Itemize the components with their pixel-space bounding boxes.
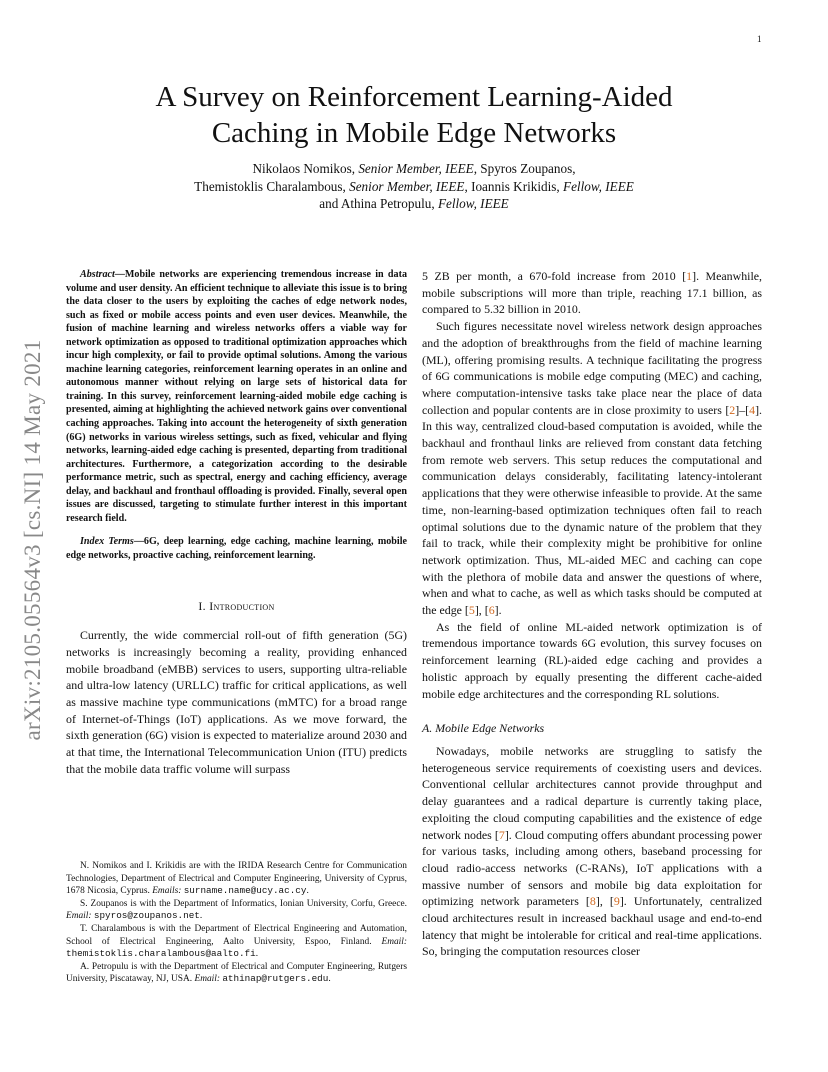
- body-text: Such figures necessitate novel wireless network design approaches and the adoption of breakthroughs from the field of machine learning (ML), offering promising results. A technique facilitating the progress of 6G communications is mobile edge computing (MEC) and caching, where computation-intensive tasks take place near the place of data collection and popular contents are in close proximity to users [: [422, 319, 762, 417]
- body-paragraph: [422, 268, 762, 318]
- body-paragraph: [422, 318, 762, 619]
- email-link[interactable]: surname.name@ucy.ac.cy: [183, 885, 307, 897]
- footnote-text: S. Zoupanos is with the Department of Informatics, Ionian University, Corfu, Greece.: [80, 898, 407, 909]
- body-text: ]–[: [735, 402, 750, 417]
- author-list: [80, 160, 748, 213]
- subsection-heading: A. Mobile Edge Networks: [422, 721, 545, 736]
- body-text: ], [: [474, 603, 489, 618]
- abstract-text: —Mobile networks are experiencing tremendous increase in data volume and user density. An efficient technique to alleviate this issue is to bring the data closer to the users by exploiting the caches of edge network nodes, such as fixed or mobile access points and even user devices. Meanwhile, the fusion of machine learning and wireless networks offers a viable way for network optimization as opposed to traditional optimization approaches which incur high complexity, or fail to provide optimal solutions. Among the various machine learning categories, reinforcement learning operates in an online and autonomous manner without relying on large sets of historical data for training. In this survey, reinforcement learning-aided mobile edge caching is presented, aiming at highlighting the achieved network gains over conventional caching approaches. Taking into account the heterogeneity of sixth generation (6G) networks in various wireless settings, such as fixed, vehicular and flying networks, learning-aided edge caching is presented, departing from traditional architectures. Furthermore, a categorization according to the desirable performance metric, such as spectral, energy and caching efficiency, average delay, and backhaul and fronthaul offloading is provided. Finally, several open issues are discussed, targeting to stimulate further interest in this important research field.: [66, 269, 407, 524]
- footnotes: [66, 860, 407, 986]
- left-column: [66, 268, 407, 778]
- footnote-label: Email:: [194, 974, 220, 985]
- footnote-text: T. Charalambous is with the Department of Electrical Engineering and Automation, School of Electrical Engineering, Aalto University, Espoo, Finland.: [66, 923, 407, 947]
- author-text: Nikolaos Nomikos,: [252, 161, 359, 176]
- citation-link[interactable]: 2: [729, 402, 736, 417]
- footnote: S. Zoupanos is with the Department of Informatics, Ionian University, Corfu, Greece. Email: spyros@zoupanos.net.: [66, 898, 407, 922]
- right-column: [422, 268, 762, 960]
- footnote-label: Email:: [381, 936, 407, 947]
- footnote-text: A. Petropulu is with the Department of Electrical and Computer Engineering, Rutgers University, Piscataway, NJ, USA.: [66, 961, 407, 985]
- citation-link[interactable]: 1: [686, 269, 693, 283]
- body-text: ]. Meanwhile, mobile subscriptions will more than triple, reaching 17.1 billion, as compared to 5.32 billion in 2010.: [422, 269, 762, 317]
- abstract-label: Abstract: [80, 269, 115, 280]
- index-terms-text: —6G, deep learning, edge caching, machine learning, mobile edge networks, proactive caching, reinforcement learning.: [66, 536, 407, 561]
- author-grade: Fellow, IEEE: [563, 178, 634, 194]
- title-line: Caching in Mobile Edge Networks: [211, 117, 617, 149]
- body-text: 5 ZB per month, a 670-fold increase from 2010 [: [422, 269, 687, 283]
- author-grade: Senior Member, IEEE: [349, 178, 465, 194]
- footnote: T. Charalambous is with the Department of Electrical Engineering and Automation, School of Electrical Engineering, Aalto University, Espoo, Finland. Email: themistoklis.charalambous@aalto.fi.: [66, 923, 407, 960]
- footnote: N. Nomikos and I. Krikidis are with the IRIDA Research Centre for Communication Technologies, Department of Electrical and Computer Engineering, University of Cyprus, 1678 Nicosia, Cyprus. Emails: surname.name@ucy.ac.cy.: [66, 861, 407, 897]
- author-text: and Athina Petropulu,: [319, 196, 438, 212]
- citation-link[interactable]: 8: [589, 894, 596, 909]
- author-line: [80, 178, 748, 196]
- author-grade: Senior Member, IEEE: [358, 161, 474, 176]
- citation-link[interactable]: 6: [488, 603, 495, 618]
- title-line: A Survey on Reinforcement Learning-Aided: [155, 81, 673, 113]
- citation-link[interactable]: 4: [749, 402, 756, 417]
- body-text: Nowadays, mobile networks are struggling to satisfy the heterogeneous service requirements of coexisting users and devices. Conventional cellular architectures cannot provide throughput and delay guarantees and a radical departure is currently taking place, exploiting the cloud computing capabilities and the existence of edge network nodes [: [422, 743, 762, 842]
- body-text: ].: [494, 603, 502, 618]
- body-paragraph: [422, 743, 762, 960]
- email-link[interactable]: athinap@rutgers.edu: [222, 973, 329, 985]
- email-link[interactable]: spyros@zoupanos.net: [93, 910, 200, 922]
- author-text: , Ioannis Krikidis,: [464, 178, 564, 194]
- email-link[interactable]: themistoklis.charalambous@aalto.fi: [66, 948, 256, 960]
- citation-link[interactable]: 5: [468, 603, 475, 618]
- author-text: , Spyros Zoupanos,: [473, 161, 576, 176]
- body-text: ]. In this way, centralized cloud-based computation is avoided, while the backhaul and fronthaul links are relieved from constant data fetching from remote web servers. This setup reduces the computational and communication delays considerably, facilitating latency-intolerant applications that they were otherwise infeasible to provide. At the same time, non-learning-based optimization techniques often fail to reach optimal solutions due to the dynamic nature of the problem that they fail to track, while their complexity might be prohibitive for online network optimization. Thus, ML-aided MEC and caching can cope with the plethora of mobile data and answer the questions of where, when and what to cache, as well as which tasks should be computed at the edge [: [422, 402, 762, 618]
- body-paragraph: As the field of online ML-aided network optimization is of tremendous importance towards 6G evolution, this survey focuses on reinforcement learning (RL)-aided edge caching and provides a holistic approach by equally presenting the different cache-aided mobile edge architectures and the corresponding RL solutions.: [422, 619, 762, 701]
- author-grade: Fellow, IEEE: [437, 196, 509, 212]
- body-text: ]. Unfortunately, centralized cloud architectures result in increased backhaul usage and end-to-end latency that might be intolerable for critical and real-time applications. So, bringing the computation resources closer: [422, 894, 762, 959]
- citation-link[interactable]: 7: [498, 827, 505, 842]
- citation-link[interactable]: 9: [613, 894, 620, 909]
- abstract: [66, 268, 407, 525]
- index-terms-label: Index Terms: [80, 536, 134, 548]
- author-line: [80, 160, 748, 178]
- body-text: ]. Cloud computing offers abundant processing power for various tasks, including among others, baseband processing for cloud radio-access networks (C-RANs), IoT applications with a massive number of sensors and mobile big data exploitation for optimizing network parameters [: [422, 827, 762, 909]
- paper-title: [80, 79, 748, 151]
- body-text: ], [: [595, 894, 614, 909]
- intro-paragraph: Currently, the wide commercial roll-out of fifth generation (5G) networks is increasingly becoming a reality, providing enhanced mobile broadband (eMBB) services to users, supporting ultra-reliable and ultra-low latency (URLLC) traffic for critical applications, as well as massive machine type communications (mMTC) for a broad range of Internet-of-Things (IoT) applications. As we move forward, the sixth generation (6G) vision is expected to materialize around 2030 and at that time, the International Telecommunication Union (ITU) predicts that the mobile data traffic volume will surpass: [66, 628, 407, 776]
- page-number: 1: [757, 34, 762, 44]
- footnote-label: Email:: [66, 911, 92, 922]
- index-terms: [66, 535, 407, 562]
- footnote: A. Petropulu is with the Department of Electrical and Computer Engineering, Rutgers University, Piscataway, NJ, USA. Email: athinap@rutgers.edu.: [66, 961, 407, 985]
- section-heading: I. Introduction: [198, 599, 275, 614]
- author-text: Themistoklis Charalambous,: [194, 178, 350, 194]
- arxiv-identifier: arXiv:2105.05564v3 [cs.NI] 14 May 2021: [20, 339, 45, 741]
- footnote-label: Emails:: [152, 886, 182, 897]
- author-line: [80, 195, 748, 213]
- footnote-text: N. Nomikos and I. Krikidis are with the IRIDA Research Centre for Communication Technologies, Department of Electrical and Computer Engineering, University of Cyprus, 1678 Nicosia, Cyprus.: [66, 861, 407, 897]
